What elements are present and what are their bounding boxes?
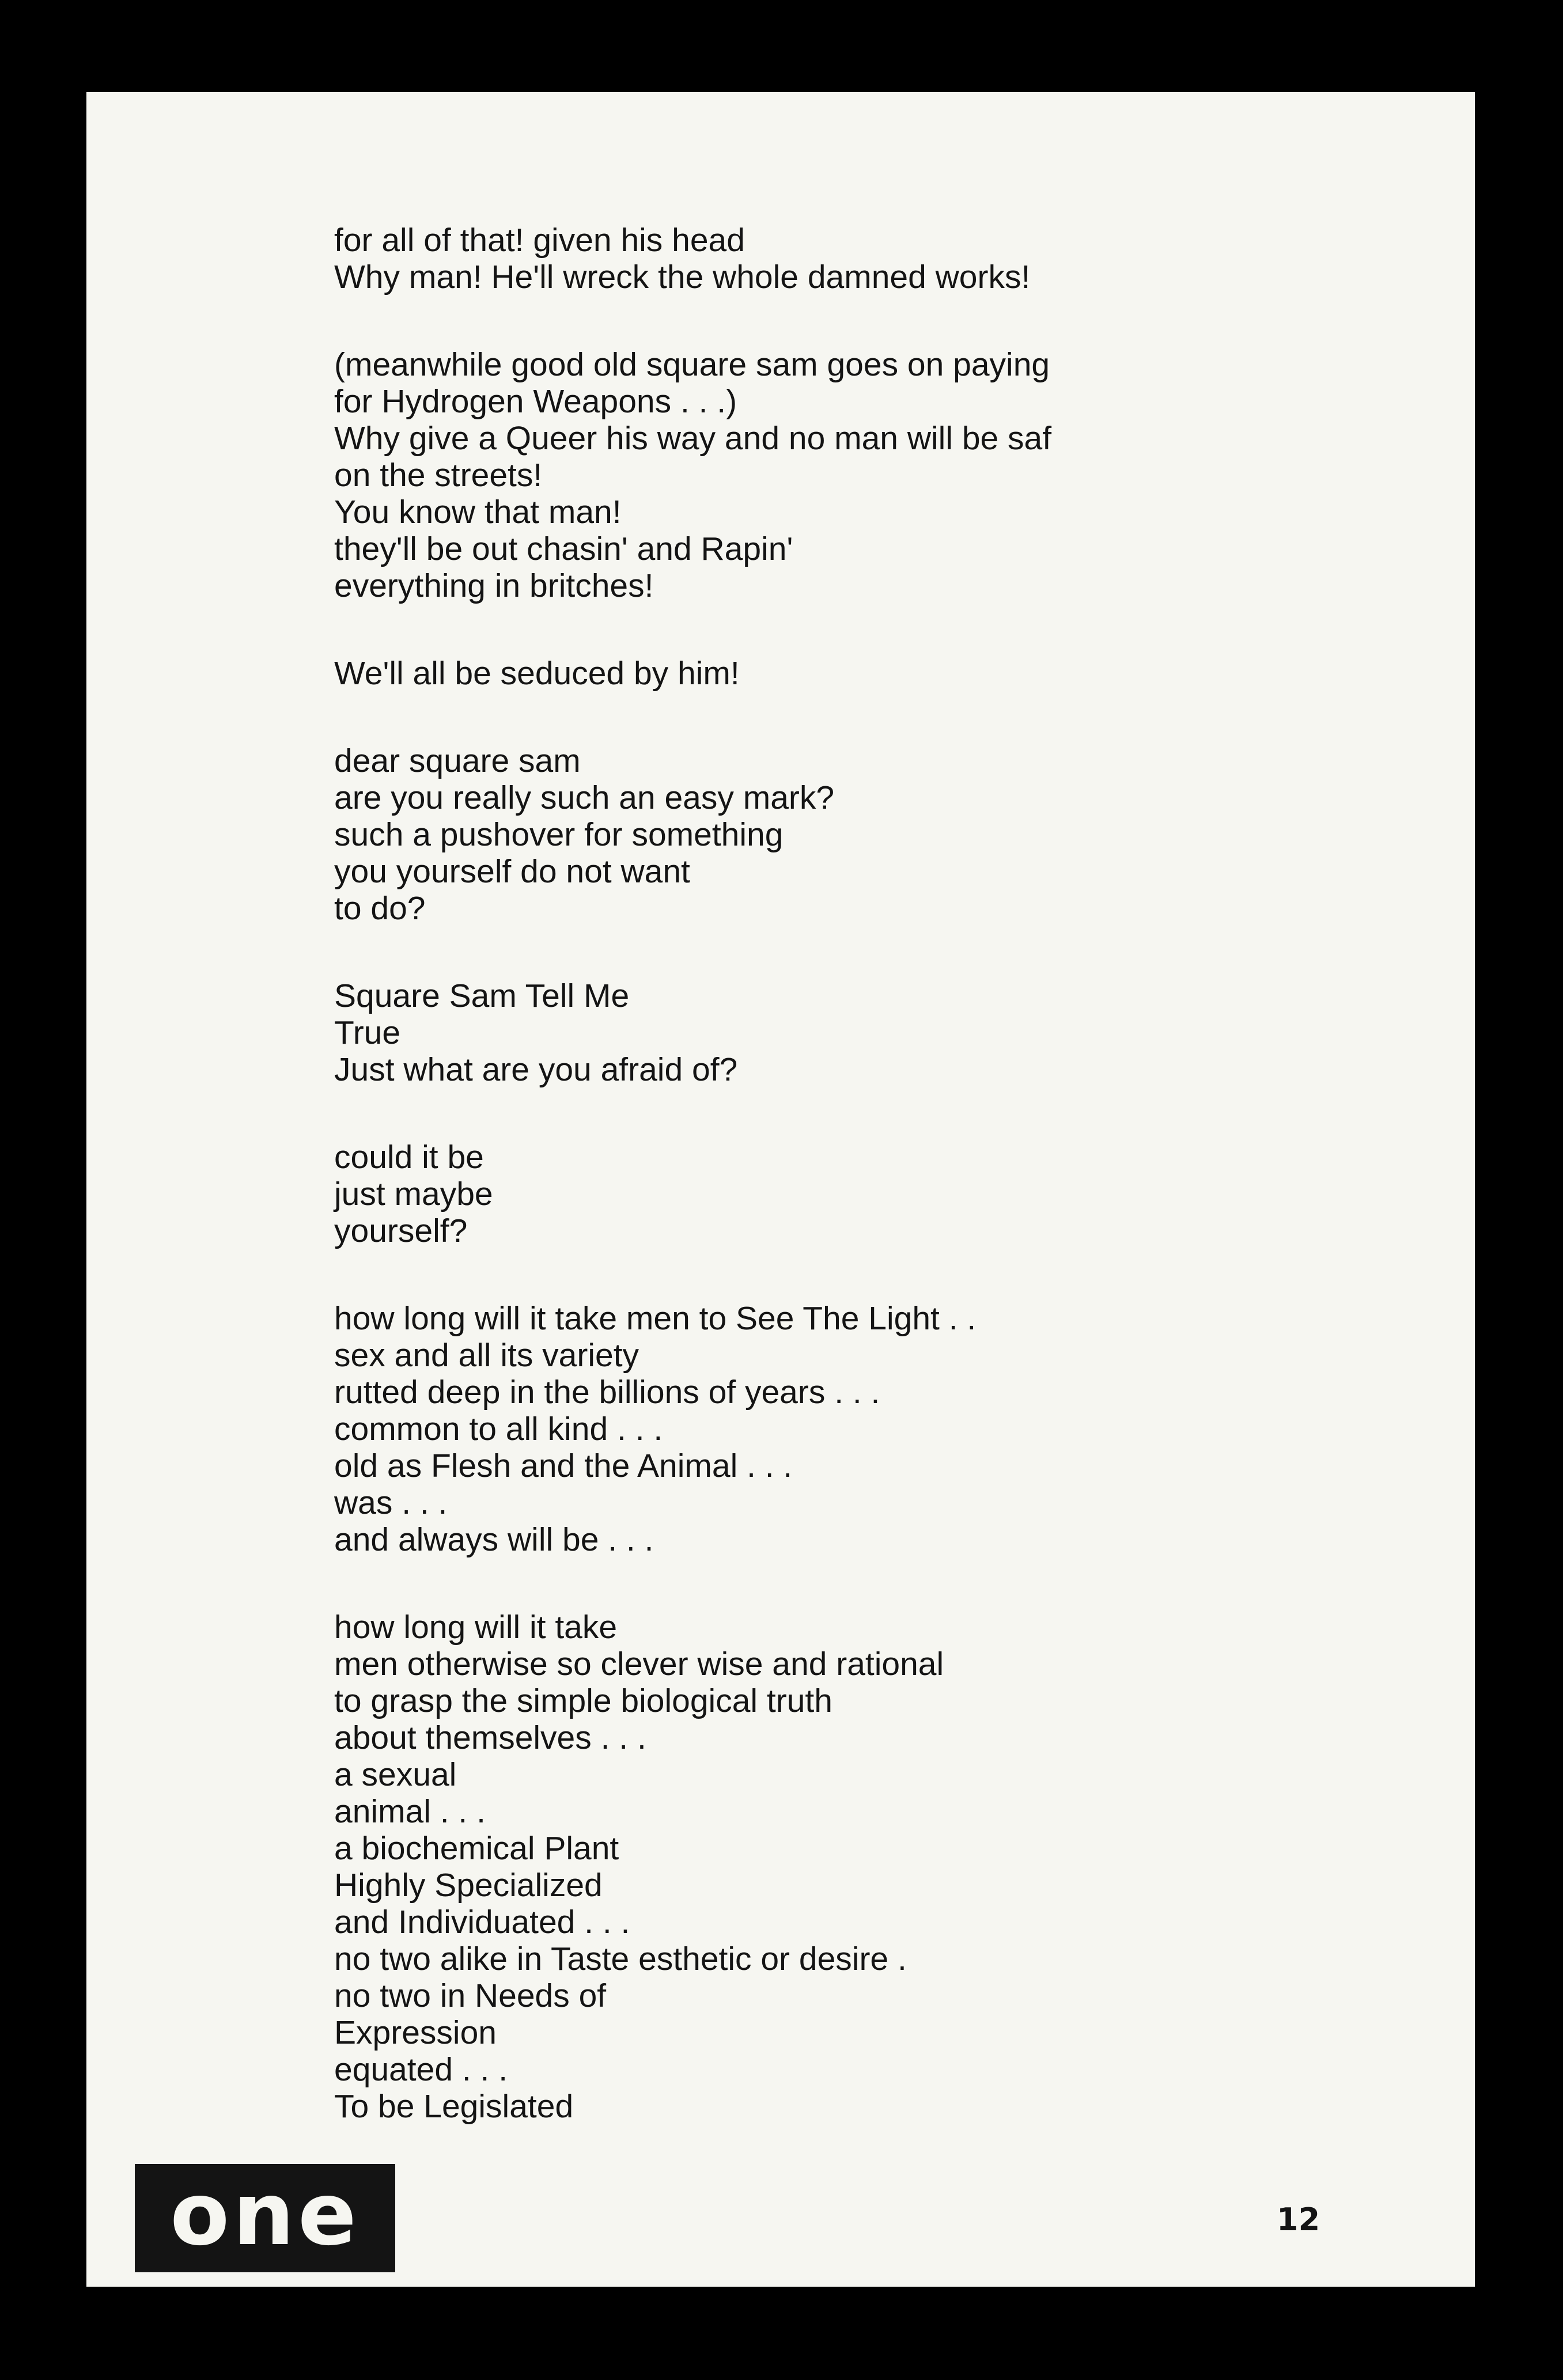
poem-line: Highly Specialized — [334, 1867, 603, 1904]
poem-line: a biochemical Plant — [334, 1830, 619, 1867]
poem-line: To be Legislated — [334, 2088, 574, 2125]
poem-line: rutted deep in the billions of years . . . — [334, 1374, 880, 1411]
stanza-2 — [334, 346, 1429, 604]
poem-line: animal . . . — [334, 1793, 486, 1830]
page-number: 12 — [1277, 2201, 1320, 2238]
poem-line: to grasp the simple biological truth — [334, 1682, 832, 1719]
poem-line: You know that man! — [334, 494, 622, 530]
poem-line: old as Flesh and the Animal . . . — [334, 1447, 793, 1484]
one-magazine-logo — [135, 2164, 395, 2272]
stanza-7 — [334, 1300, 1429, 1558]
poem-line: We'll all be seduced by him! — [334, 655, 740, 692]
poem-line: Just what are you afraid of? — [334, 1051, 738, 1088]
poem-line: are you really such an easy mark? — [334, 779, 835, 816]
poem-line: could it be — [334, 1139, 484, 1176]
stanza-4 — [334, 742, 1429, 927]
stanza-3 — [334, 655, 1429, 692]
poem-line: for all of that! given his head — [334, 222, 745, 259]
poem-line: men otherwise so clever wise and rational — [334, 1646, 944, 1682]
poem-line: no two alike in Taste esthetic or desire . — [334, 1941, 907, 1977]
stanza-5 — [334, 977, 1429, 1088]
poem-line: everything in britches! — [334, 567, 654, 604]
poem-line: Why man! He'll wreck the whole damned works! — [334, 259, 1031, 295]
stanza-6 — [334, 1139, 1429, 1249]
poem-line: just maybe — [334, 1176, 493, 1212]
poem-line: dear square sam — [334, 742, 581, 779]
poem-line: no two in Needs of — [334, 1977, 607, 2014]
poem-line: True — [334, 1014, 401, 1051]
poem-line: equated . . . — [334, 2051, 508, 2088]
poem-line: how long will it take — [334, 1609, 618, 1646]
poem-line: was . . . — [334, 1484, 448, 1521]
poem-line: about themselves . . . — [334, 1719, 646, 1756]
poem-line: you yourself do not want — [334, 853, 690, 890]
poem-body — [334, 222, 1429, 2176]
poem-line: and Individuated . . . — [334, 1904, 630, 1941]
poem-line: a sexual — [334, 1756, 457, 1793]
poem-line: how long will it take men to See The Light . . — [334, 1300, 977, 1337]
poem-line: yourself? — [334, 1212, 468, 1249]
poem-line: Expression — [334, 2014, 497, 2051]
poem-line: sex and all its variety — [334, 1337, 639, 1374]
poem-line: Square Sam Tell Me — [334, 977, 630, 1014]
poem-line: on the streets! — [334, 457, 543, 494]
poem-line: and always will be . . . — [334, 1521, 654, 1558]
poem-line: for Hydrogen Weapons . . .) — [334, 383, 737, 420]
magazine-page — [86, 92, 1475, 2287]
poem-line: to do? — [334, 890, 426, 927]
poem-line: common to all kind . . . — [334, 1411, 663, 1447]
poem-line: (meanwhile good old square sam goes on paying — [334, 346, 1050, 383]
poem-line: Why give a Queer his way and no man will be saf — [334, 420, 1052, 457]
stanza-8 — [334, 1609, 1429, 2125]
stanza-1 — [334, 222, 1429, 295]
logo-text: one — [170, 2165, 360, 2265]
poem-line: they'll be out chasin' and Rapin' — [334, 530, 793, 567]
poem-line: such a pushover for something — [334, 816, 784, 853]
